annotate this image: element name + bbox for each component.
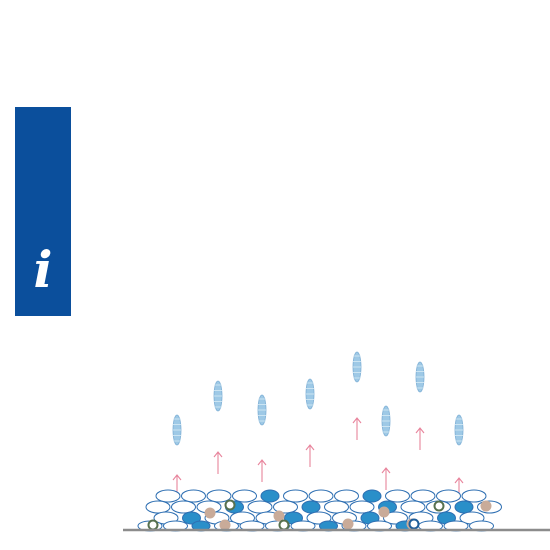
binder-particle xyxy=(248,501,272,513)
solvent-molecule xyxy=(258,395,266,425)
up-arrow-icon xyxy=(214,452,222,474)
pigment-particle xyxy=(261,490,279,502)
binder-particle xyxy=(233,490,257,502)
solvent-molecule xyxy=(173,415,181,445)
binder-particle xyxy=(350,501,374,513)
binder-particle xyxy=(462,490,486,502)
solvent-molecule xyxy=(382,406,390,436)
up-arrow-icon xyxy=(258,460,266,482)
binder-particle xyxy=(172,501,196,513)
pigment-particle xyxy=(302,501,320,513)
binder-particle xyxy=(284,490,308,502)
solvent-molecule xyxy=(416,362,424,392)
binder-particle xyxy=(437,490,461,502)
solvent-molecule xyxy=(214,381,222,411)
up-arrow-icon xyxy=(353,418,361,440)
binder-particle xyxy=(182,490,206,502)
binder-particle xyxy=(411,490,435,502)
binder-particle xyxy=(401,501,425,513)
up-arrow-icon xyxy=(382,468,390,490)
additive-particle xyxy=(149,521,158,530)
info-icon: i xyxy=(33,240,53,299)
additive-particle xyxy=(280,521,289,530)
additive-particle xyxy=(435,502,444,511)
additive-particle xyxy=(226,501,235,510)
additive-particle xyxy=(481,501,492,512)
additive-particle xyxy=(379,507,390,518)
solvent-molecule xyxy=(353,352,361,382)
additive-particle xyxy=(410,520,419,529)
solvent-molecule xyxy=(306,379,314,409)
binder-particle xyxy=(309,490,333,502)
additive-particle xyxy=(205,508,216,519)
pigment-particle xyxy=(455,501,473,513)
binder-particle xyxy=(335,490,359,502)
coating-film xyxy=(138,490,502,531)
solvent-molecule xyxy=(455,415,463,445)
binder-particle xyxy=(386,490,410,502)
pigment-particle xyxy=(363,490,381,502)
binder-particle xyxy=(325,501,349,513)
binder-particle xyxy=(146,501,170,513)
solvent-molecules xyxy=(173,352,463,500)
up-arrow-icon xyxy=(306,445,314,467)
additive-particle xyxy=(343,519,354,530)
binder-particle xyxy=(156,490,180,502)
up-arrow-icon xyxy=(416,428,424,450)
